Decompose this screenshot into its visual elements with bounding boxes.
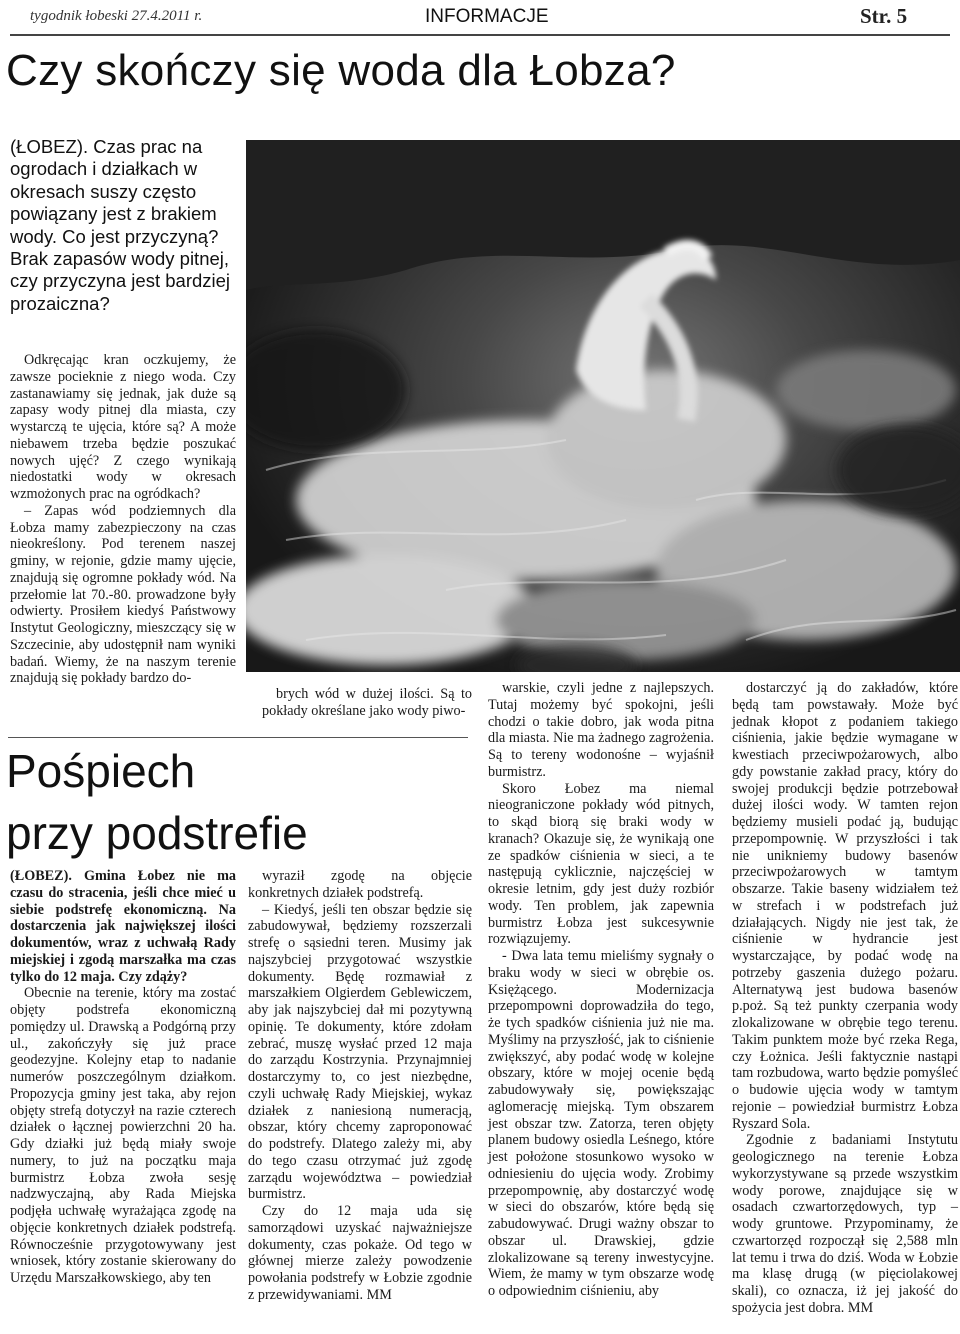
paragraph: brych wód w dużej ilości. Są to pokłady określane jako wody piwo-	[262, 686, 472, 719]
paragraph: Skoro Łobez ma niemal nieograniczone pokłady wód pitnych, to skąd biorą się braki wody w kranach? Okazuje się, że wynikają one ze spadków ciśnienia w sieci, a te następują cyklicznie, najczęściej w okresie letnim, gdy jest duży rozbiór wody. Ten problem, jak zapewnia burmistrz Łobza jest sukcesywnie rozwiązujemy.	[488, 780, 714, 948]
paragraph: warskie, czyli jedne z najlepszych. Tutaj możemy być spokojni, jeśli chodzi o takie dobro, jak woda pitna dla miasta. Nie ma żadnego zagrożenia. Są to tereny wodonośne – wyjaśnił burmistrz.	[488, 680, 714, 780]
paragraph: dostarczyć ją do zakładów, które będą tam powstawały. Może być jednak kłopot z podaniem takiego ciśnienia, jakie będzie wymagane w kwestiach przeciwpożarowych, albo gdy powstanie zakład pracy, który do swojej produkcji będzie potrzebował dużej ilości wody. W tamten rejon będziemy musieli podać ją, budując przepompownię. W przyszłości i tak nie unikniemy budowy basenów przeciwpożarowych w tamtym obszarze. Takie baseny widziałem też w strefach i w podstrefach już działających. Nigdy nie jest tak, że ciśnienie w hydrancie jest wystarczające, by podać wodę na potrzeby gaszenia dużego pożaru. Alternatywą jest budowa basenów p.poż. Są też punkty czerpania wody zlokalizowane w obrębie tego terenu. Takim punktem może być rzeka Rega, czy Łożnica. Jeśli faktycznie nastąpi tam rozbudowa, warto będzie pomyśleć o budowie ujęcia wody w tamtym rejonie – powiedział burmistrz Łobza Ryszard Sola.	[732, 680, 958, 1132]
article1-column-2	[262, 686, 472, 720]
header-divider	[10, 34, 950, 36]
article2-column-1	[10, 868, 236, 1287]
article1-column-4	[732, 680, 958, 1317]
article1-column-1	[10, 352, 236, 687]
article2-column-2	[248, 868, 472, 1304]
paragraph: wyraził zgodę na objęcie konkretnych działek podstrefą.	[248, 868, 472, 901]
paragraph: Czy do 12 maja uda się samorządowi uzyskać najważniejsze dokumenty, czas pokaże. Od tego w głównej mierze zależy powodzenie powołania podstrefy w Łobzie zgodnie z przewidywaniami. MM	[248, 1203, 472, 1303]
river-water-photo	[246, 140, 960, 672]
paragraph: – Zapas wód podziemnych dla Łobza mamy zabezpieczony na czas nieokreślony. Pod terenem naszej gminy, w rejonie, gdzie mamy ujęcie, znajdują się ogromne pokłady wód. Na przełomie lat 70.-80. prowadzone były odwierty. Prosiłem kiedyś Państwowy Instytut Geologiczny, mieszczący się w Szczecinie, aby udostępnił nam wyniki badań. Wiemy, że na naszym terenie znajdują się pokłady bardzo do-	[10, 502, 236, 687]
article2-lead: (ŁOBEZ). Gmina Łobez nie ma czasu do stracenia, jeśli chce mieć u siebie podstrefę ekonomiczną. Na dostarczenia jak największej ilości dokumentów, wraz z uchwałą Rady miejskiej i zgodą marszałka ma czas tylko do 12 maja. Czy zdąży?	[10, 868, 236, 985]
paragraph: - Dwa lata temu mieliśmy sygnały o braku wody w sieci w obrębie os. Księżącego. Modernizacja przepompowni doprowadziła do tego, że tych spadków ciśnienia już nie ma. Myślimy na przyszłość, jak to ciśnienie zwiększyć, aby podać wodę w kolejne obszary, które w mojej ocenie będą zabudowywały się, powiększając aglomerację miejską. Tym obszarem jest obszar tzw. Zatorza, teren objęty planem budowy osiedla Leśnego, które jest położone stosunkowo wysoko w odniesieniu do ujęcia wody. Zrobimy przepompownię, aby dostarczyć wodę w sieci do obszarów, które będą się zabudowywać. Drugi ważny obszar to obszar ul. Drawskiej, gdzie zlokalizowane są tereny inwestycyjne. Wiem, że mamy w tym obszarze wodę o odpowiednim ciśnieniu, aby	[488, 948, 714, 1299]
water-photo-icon	[246, 140, 960, 672]
article1-column-3	[488, 680, 714, 1300]
article2-divider	[8, 737, 468, 738]
page-number: Str. 5	[860, 4, 908, 28]
paragraph: Odkręcając kran oczkujemy, że zawsze pocieknie z niego woda. Czy zastanawiamy się jednak, jak duże są zapasy wody pitnej dla miasta, czy wystarczą te ujęcia, które są? A może niebawem trzeba będzie poszukać nowych ujęć? Z czego wynikają niedostatki wody w okresach wzmożonych prac na ogródkach?	[10, 352, 236, 502]
headline-line: przy podstrefie	[6, 807, 308, 859]
issue-date: tygodnik łobeski 27.4.2011 r.	[30, 8, 203, 24]
headline-line: Pośpiech	[6, 745, 196, 797]
article1-lead: (ŁOBEZ). Czas prac na ogrodach i działkach w okresach suszy często powiązany jest z brakiem wody. Co jest przyczyną? Brak zapasów wody pitnej, czy przyczyna jest bardziej prozaiczna?	[10, 136, 231, 314]
paragraph: Zgodnie z badaniami Instytutu geologicznego na terenie Łobza wykorzystywane są przede wszystkim wody porowe, znajdujące się w osadach czwartorzędowych, typ – wody gruntowe. Przypominamy, że czwartorzęd rozpoczął się 2,588 mln lat temu i trwa do dziś. Woda w Łobzie ma klasę drugą (w pięciolakowej skali), co oznacza, iż jej jakość do spożycia jest dobra. MM	[732, 1132, 958, 1316]
article1-headline: Czy skończy się woda dla Łobza?	[6, 46, 676, 95]
paragraph: – Kiedyś, jeśli ten obszar będzie się zabudowywał, będziemy rozszerzali strefę o sąsiedni teren. Musimy jak najszybciej przygotować wszystkie dokumenty. Będę rozmawiał z marszałkiem Olgierdem Geblewiczem, aby jak najszybciej dał mi pozytywną opinię. Te dokumenty, które zdołam zebrać, muszę wysłać przed 12 maja do zarządu Kostrzynia. Przynajmniej dostarczymy to, co jest niezbędne, czyli uchwałę Rady Miejskiej, wykaz działek z naniesioną numeracją, obszar, który chcemy zaproponować do podstrefy. Dlatego zależy mi, aby do tego czasu otrzymać już zgodę zarządu województwa – powiedział burmistrz.	[248, 901, 472, 1203]
section-label: INFORMACJE	[425, 6, 549, 27]
article2-headline	[6, 740, 466, 864]
paragraph: Obecnie na terenie, który ma zostać objęty podstrefa ekonomiczną pomiędzy ul. Drawską a Podgórną przy ul., zakończyły się już prace geodezyjne. Kolejny etap to nadanie numerów poszczególnym działkom. Propozycja gminy jest taka, aby rejon objęty strefą dotyczył na razie czterech działek o łącznej powierzchni 20 ha. Gdy działki już będą miały swoje numery, to już na początku maja burmistrz Łobza zwoła sesję nadzwyczajną, aby Rada Miejska podjęła uchwałę wyrażająca zgodę na objęcie konkretnych działek podstrefą. Równocześnie przygotowywany jest wniosek, który zostanie skierowany do Urzędu Marszałkowskiego, aby ten	[10, 985, 236, 1286]
